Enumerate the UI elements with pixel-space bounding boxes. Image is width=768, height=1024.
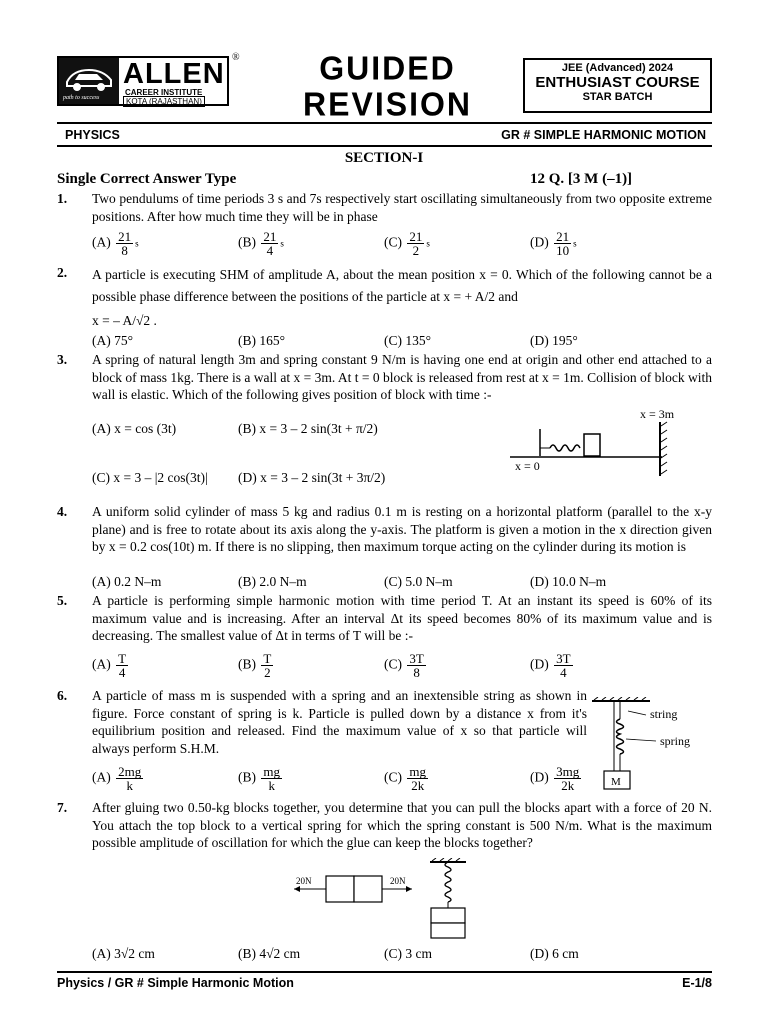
exam-label: JEE (Advanced) 2024	[561, 62, 674, 74]
marking-scheme: 12 Q. [3 M (–1)]	[530, 171, 633, 187]
option-b[interactable]: (B) x = 3 – 2 sin(3t + π/2)	[238, 421, 378, 436]
option-d[interactable]: (D) 195°	[530, 333, 578, 348]
question-text: A spring of natural length 3m and spring constant 9 N/m is having one end at origin and other end attached to a block of mass 1kg. There is a wall at x = 3m. At t = 0 block is released from rest at x = 1m. Collision of block with wall is elastic. Which of the following gives position of block with time :-	[92, 352, 712, 402]
option-c[interactable]: (C) $\frac{21}{2}$ s	[384, 229, 430, 258]
subject-label: PHYSICS	[65, 128, 120, 142]
question-number: 3.	[57, 352, 68, 367]
option-b[interactable]: (B) 165°	[238, 333, 286, 348]
option-d[interactable]: (D) 6 cm	[530, 946, 579, 961]
question-text: A particle is performing simple harmonic motion with time period T. At an instant its speed is 60% of its maximum value and is increasing. After an interval Δt its speed becomes 80% of its maximum value and is decreasing. The smallest value of Δt in terms of T will be :-	[92, 593, 712, 643]
logo-location: KOTA (RAJASTHAN)	[123, 96, 205, 107]
header-rule-bottom	[57, 145, 712, 147]
car-emblem-icon	[59, 58, 119, 104]
question-text: A particle of mass m is suspended with a spring and an inextensible string as shown in figure. Force constant of spring is k. Particle is pulled down by a distance x from it's equilibrium position and released. Find the maximum value of x so that particle will always perform S.H.M.	[92, 688, 587, 756]
option-a[interactable]: (A) $\frac{2mg}{k}$	[92, 764, 142, 793]
logo-name: ALLEN	[123, 58, 225, 90]
allen-logo	[57, 56, 229, 106]
option-d[interactable]: (D) x = 3 – 2 sin(3t + 3π/2)	[238, 470, 386, 485]
force-left-label: 20N	[296, 876, 312, 886]
logo-subtitle: CAREER INSTITUTE	[125, 88, 203, 97]
question-text: A particle is executing SHM of amplitude A, about the mean position x = 0. Which of the following cannot be a possible phase difference between the positions of the particle at x = + A/2 and	[92, 267, 712, 304]
question-type: Single Correct Answer Type	[57, 171, 237, 187]
option-b[interactable]: (B) $\frac{mg}{k}$	[238, 764, 280, 793]
option-b[interactable]: (B) $\frac{T}{2}$	[238, 651, 272, 680]
topic-label: GR # SIMPLE HARMONIC MOTION	[501, 128, 706, 142]
option-a[interactable]: (A) x = cos (3t)	[92, 421, 177, 436]
footer-title: Physics / GR # Simple Harmonic Motion	[57, 976, 294, 990]
course-box	[523, 58, 712, 113]
question-number: 6.	[57, 688, 68, 703]
option-d[interactable]: (D) $\frac{3T}{4}$	[530, 651, 571, 680]
title-line-2: REVISION	[303, 84, 472, 123]
question-number: 7.	[57, 800, 68, 815]
option-c[interactable]: (C) 3 cm	[384, 946, 432, 961]
question-number: 4.	[57, 504, 68, 519]
question-number: 2.	[57, 265, 68, 280]
question-text-continued: x = – A/√2 .	[92, 313, 157, 328]
option-c[interactable]: (C) 5.0 N–m	[384, 574, 453, 589]
spring-label: spring	[660, 734, 690, 748]
page-number: E-1/8	[682, 976, 712, 990]
option-a[interactable]: (A) 75°	[92, 333, 134, 348]
option-b[interactable]: (B) 4√2 cm	[238, 946, 301, 961]
option-c[interactable]: (C) $\frac{3T}{8}$	[384, 651, 424, 680]
option-c[interactable]: (C) 135°	[384, 333, 432, 348]
glued-blocks-figure	[290, 858, 480, 940]
mass-label: M	[611, 776, 621, 788]
question-text: Two pendulums of time periods 3 s and 7s respectively start oscillating simultaneously from two opposite extreme positions. After how much time they will be in phase	[92, 191, 712, 224]
option-a[interactable]: (A) 3√2 cm	[92, 946, 155, 961]
registered-mark: ®	[232, 52, 240, 63]
wall-label: x = 3m	[640, 407, 675, 421]
header-rule-top	[57, 122, 712, 124]
option-d[interactable]: (D) $\frac{3mg}{2k}$	[530, 764, 580, 793]
option-c[interactable]: (C) $\frac{mg}{2k}$	[384, 764, 426, 793]
title-line-1: GUIDED	[319, 49, 456, 88]
option-a[interactable]: (A) 0.2 N–m	[92, 574, 162, 589]
question-text: A uniform solid cylinder of mass 5 kg and radius 0.1 m is resting on a horizontal platform (parallel to the x-y plane) and is free to rotate about its axis along the y-axis. The platform is given a motion in the x direction given by x = 0.2 cos(10t) m. If there is no slipping, then maximum torque acting on the cylinder during its motion is	[92, 504, 712, 554]
question-text: After gluing two 0.50-kg blocks together, you determine that you can pull the blocks apart with a force of 20 N. You attach the top block to a vertical spring for which the spring constant is 500 N/m. What is the maximum possible amplitude of oscillation for which the glue can keep the blocks together?	[92, 800, 712, 850]
question-number: 1.	[57, 191, 68, 206]
spring-wall-figure	[510, 404, 700, 476]
option-d[interactable]: (D) $\frac{21}{10}$ s	[530, 229, 577, 258]
string-label: string	[650, 707, 678, 721]
section-title: SECTION-I	[344, 150, 424, 166]
footer-rule	[57, 971, 712, 973]
page-title	[300, 50, 475, 121]
batch-label: STAR BATCH	[582, 91, 653, 103]
option-b[interactable]: (B) $\frac{21}{4}$ s	[238, 229, 284, 258]
option-a[interactable]: (A) $\frac{T}{4}$	[92, 651, 127, 680]
option-a[interactable]: (A) $\frac{21}{8}$ s	[92, 229, 139, 258]
force-right-label: 20N	[390, 876, 406, 886]
option-c[interactable]: (C) x = 3 – |2 cos(3t)|	[92, 470, 208, 485]
option-d[interactable]: (D) 10.0 N–m	[530, 574, 607, 589]
logo-tagline: path to success	[63, 95, 100, 101]
spring-string-figure	[590, 697, 720, 795]
origin-label: x = 0	[515, 459, 540, 473]
option-b[interactable]: (B) 2.0 N–m	[238, 574, 307, 589]
question-number: 5.	[57, 593, 68, 608]
course-label: ENTHUSIAST COURSE	[535, 74, 700, 91]
